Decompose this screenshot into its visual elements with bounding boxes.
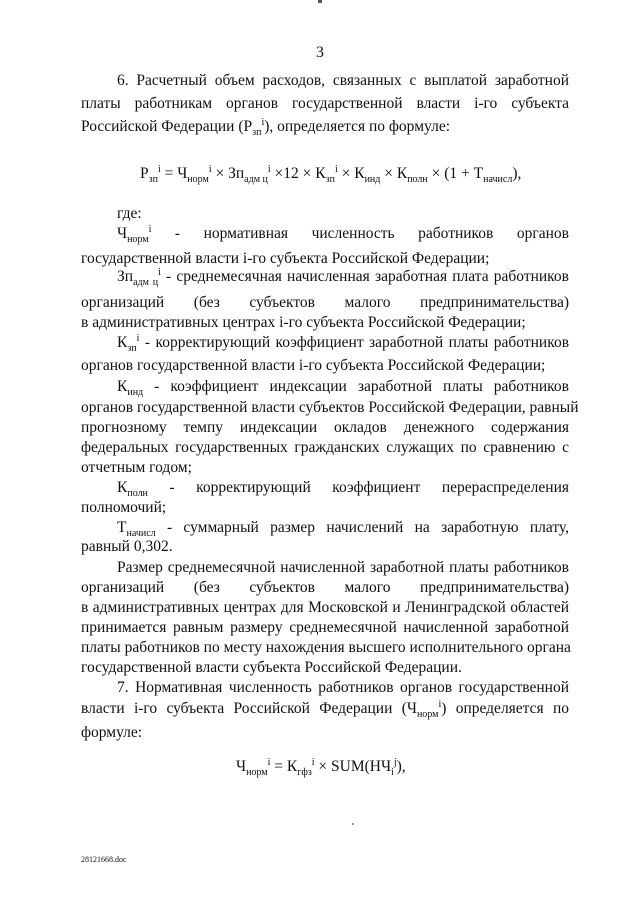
def-1b: государственной власти i-го субъекта Российской Федерации; bbox=[81, 250, 490, 267]
def-4c: прогнозному темпу индексации окладов денежного содержания bbox=[81, 419, 569, 436]
item7-line3: формуле: bbox=[81, 724, 143, 741]
def-4e: отчетным годом; bbox=[81, 459, 192, 476]
def-6b: равный 0,302. bbox=[81, 538, 173, 555]
item7-line1: 7. Нормативная численность работников органов государственной bbox=[117, 679, 569, 696]
item7-line2: власти i-го субъекта Российской Федерации $(Ч_{норм}^i)$ определяется по bbox=[81, 698, 569, 721]
para2-line5: платы работников по месту нахождения высшего исполнительного органа bbox=[81, 639, 571, 656]
formula-2: $Ч_{норм}^i = К_{гфз}^i \times SUM(НЧ_i^j)$, bbox=[236, 756, 406, 779]
item6-line2: платы работникам органов государственной власти i-го субъекта bbox=[81, 95, 569, 112]
formula-1: $Р_{зп}^i = Ч_{норм}^i \times Зп_{адм ц}^i \times 12 \times К_{зп}^i \times К_{инд} \times К_{полн} \times (1 + Т_{начисл})$, bbox=[140, 163, 522, 186]
item6-line3: Российской Федерации $(Р_{зп}^i)$, определяется по формуле: bbox=[81, 116, 450, 139]
def-3: $К_{зп}^i$ - корректирующий коэффициент заработной платы работников bbox=[117, 332, 570, 355]
def-5: $К_{полн}$ - корректирующий коэффициент перераспределения bbox=[117, 479, 569, 500]
def-4: $К_{инд}$ - коэффициент индексации заработной платы работников bbox=[117, 378, 569, 399]
def-1: $Ч_{норм}^i$ - нормативная численность работников органов bbox=[117, 223, 569, 246]
para2-line4: принимается равным размеру среднемесячной начисленной заработной bbox=[81, 619, 569, 636]
def-4b: органов государственной власти субъектов Российской Федерации, равный bbox=[81, 399, 579, 416]
def-2: $Зп_{адм ц}^i$ - среднемесячная начисленная заработная плата работников bbox=[117, 266, 569, 289]
para2-line3: в административных центрах для Московской и Ленинградской областей bbox=[81, 599, 569, 616]
para2-line2: организаций (без субъектов малого предпринимательства) bbox=[81, 579, 569, 596]
def-6: $Т_{начисл}$ - суммарный размер начислений на заработную плату, bbox=[117, 519, 570, 540]
scan-dot bbox=[352, 823, 354, 825]
para2-line6: государственной власти субъекта Российской Федерации. bbox=[81, 659, 462, 676]
item6-line1: 6. Расчетный объем расходов, связанных с выплатой заработной bbox=[117, 72, 569, 89]
def-3b: органов государственной власти i-го субъекта Российской Федерации; bbox=[81, 357, 546, 374]
def-4d: федеральных государственных гражданских служащих по сравнению с bbox=[81, 439, 569, 456]
where-label: где: bbox=[117, 205, 142, 222]
scan-mark bbox=[318, 0, 322, 3]
footer-filename: 28121668.doc bbox=[81, 855, 127, 864]
page-number: 3 bbox=[316, 44, 324, 61]
def-2b: организаций (без субъектов малого предпринимательства) bbox=[81, 294, 569, 311]
para2-line1: Размер среднемесячной начисленной заработной платы работников bbox=[117, 559, 569, 576]
def-5b: полномочий; bbox=[81, 499, 167, 516]
def-2c: в административных центрах i-го субъекта Российской Федерации; bbox=[81, 314, 526, 331]
